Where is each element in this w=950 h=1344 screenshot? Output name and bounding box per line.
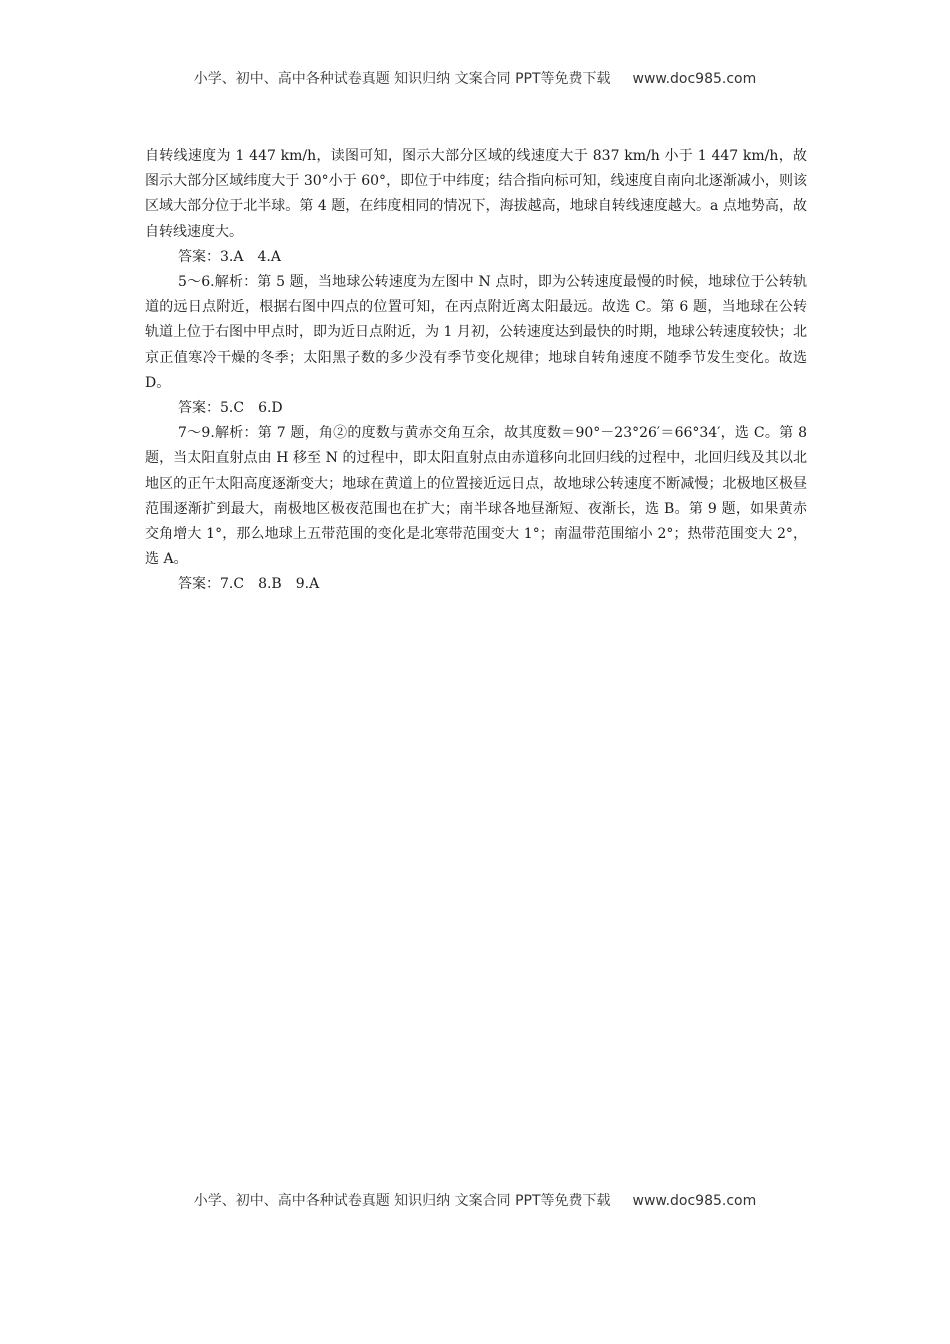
page-footer	[0, 1190, 950, 1210]
answer-text: 8.B	[258, 576, 282, 593]
answer-explanations	[145, 144, 807, 598]
answer-text: 4.A	[257, 248, 281, 265]
answer-text: 答案：7.C	[178, 576, 245, 593]
answer-text: 答案：5.C	[178, 400, 245, 417]
footer-site-link[interactable]: www.doc985.com	[632, 1193, 757, 1209]
footer-text: 小学、初中、高中各种试卷真题 知识归纳 文案合同 PPT等免费下载	[193, 1193, 611, 1209]
header-text: 小学、初中、高中各种试卷真题 知识归纳 文案合同 PPT等免费下载	[193, 71, 611, 87]
answer-line-q7-q9	[145, 572, 807, 597]
explanation-paragraph-q7-q9: 7～9.解析：第 7 题，角②的度数与黄赤交角互余，故其度数＝90°－23°26′＝66°34′，选 C。第 8 题，当太阳直射点由 H 移至 N 的过程中，即太阳直射点由赤道移向北回归线的过程中，北回归线及其以北地区的正午太阳高度逐渐变大；地球在黄道上的位置接近远日点，故地球公转速度不断减慢；北极地区极昼范围逐渐扩到最大，南极地区极夜范围也在扩大；南半球各地昼渐短、夜渐长，选 B。第 9 题，如果黄赤交角增大 1°，那么地球上五带范围的变化是北寒带范围变大 1°；南温带范围缩小 2°；热带范围变大 2°，选 A。	[145, 425, 807, 568]
answer-line-q5-q6	[145, 396, 807, 421]
answer-text: 9.A	[295, 576, 320, 593]
answer-line-q3-q4	[145, 245, 807, 270]
answer-text: 6.D	[258, 400, 283, 417]
explanation-paragraph-q3-q4: 自转线速度为 1 447 km/h，读图可知，图示大部分区域的线速度大于 837 km/h 小于 1 447 km/h，故图示大部分区域纬度大于 30°小于 60°，即位于中纬度；结合指向标可知，线速度自南向北逐渐减小，则该区域大部分位于北半球。第 4 题，在纬度相同的情况下，海拔越高，地球自转线速度越大。a 点地势高，故自转线速度大。	[145, 148, 807, 240]
answer-text: 答案：3.A	[178, 248, 244, 265]
header-site-link[interactable]: www.doc985.com	[632, 71, 757, 87]
explanation-paragraph-q5-q6: 5～6.解析：第 5 题，当地球公转速度为左图中 N 点时，即为公转速度最慢的时候，地球位于公转轨道的远日点附近，根据右图中四点的位置可知，在丙点附近离太阳最远。故选 C。第 6 题，当地球在公转轨道上位于右图中甲点时，即为近日点附近，为 1 月初，公转速度达到最快的时期，地球公转速度较快；北京正值寒冷干燥的冬季；太阳黑子数的多少没有季节变化规律；地球自转角速度不随季节发生变化。故选 D。	[145, 274, 807, 391]
page-header	[0, 68, 950, 88]
